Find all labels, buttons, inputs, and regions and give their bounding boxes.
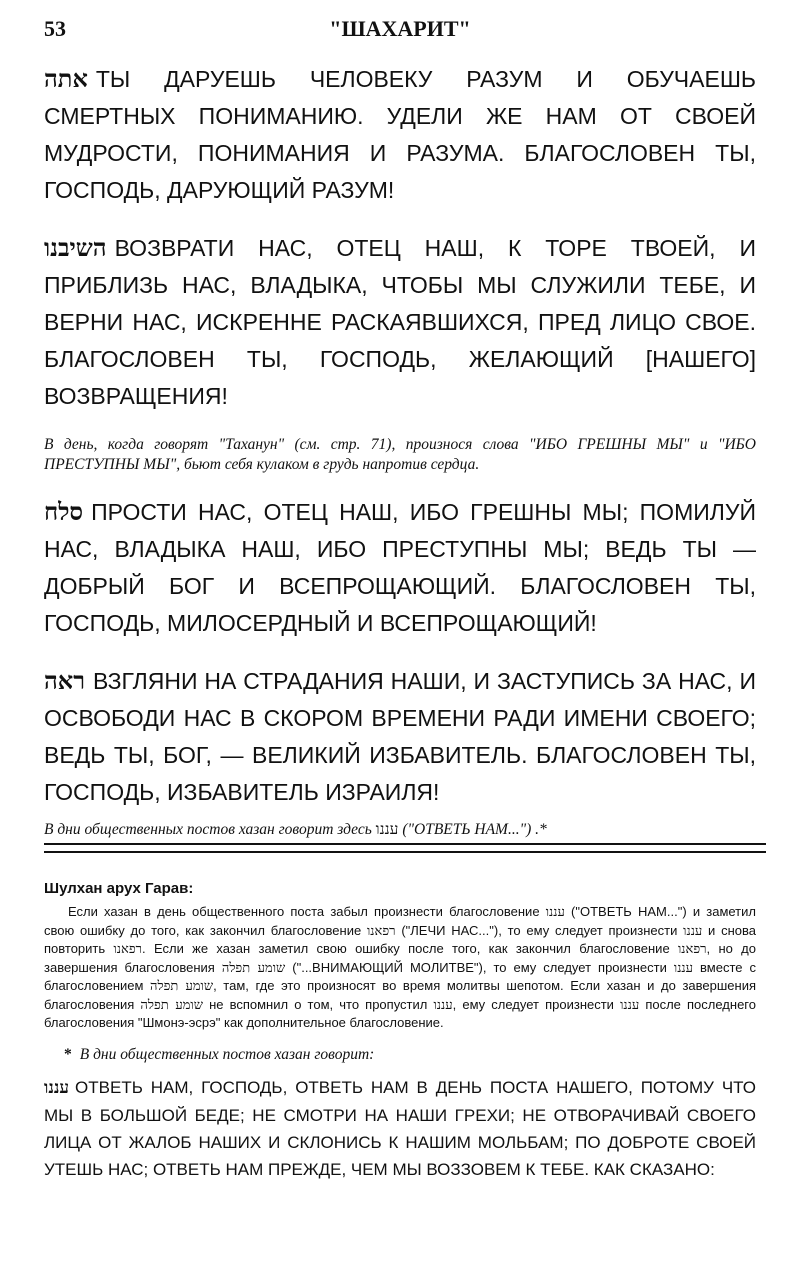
footnote-body: Если хазан в день общественного поста забыл произнести благословение עננו ("ОТВЕТЬ НАМ...") и заметил свою ошибку до того, как закончил благословение רפאנו ("ЛЕЧИ НАС..."), то ему следует произнести עננו и снова повторить רפאנו. Если же хазан заметил свою ошибку после того, как закончил благословение רפאנו, но до завершения благословения שומע תפלה ("...ВНИМАЮЩИЙ МОЛИТВЕ"), то ему следует произнести עננו вместе с благословением שומע תפלה, там, где это произносят во время молитвы шепотом. Если хазан и до завершения благословения שומע תפלה не вспомнил о том, что пропустил עננו, ему следует произнести עננו после последнего благословения "Шмонэ-эсрэ" как дополнительное благословение. [44,904,757,1030]
hebrew-incipit: ראה [44,666,86,695]
blessing-hashivenu [44,229,756,415]
footnote-title: Шулхан арух Гарав: [44,880,194,897]
tachanun-instruction: В день, когда говорят "Таханун" (см. стр. 71), произнося слова "ИБО ГРЕШНЫ МЫ" и "ИБО ПРЕСТУПНЫ МЫ", бьют себя кулаком в грудь напротив сердца. [44,436,756,473]
main-text [44,60,756,858]
footnote-section [44,880,756,1183]
page-header [44,14,756,54]
blessing-reeh [44,662,756,811]
page-number: 53 [44,16,66,41]
blessing-text: ТЫ ДАРУЕШЬ ЧЕЛОВЕКУ РАЗУМ И ОБУЧАЕШЬ СМЕРТНЫХ ПОНИМАНИЮ. УДЕЛИ ЖЕ НАМ ОТ СВОЕЙ МУДРОСТИ, ПОНИМАНИЯ И РАЗУМА. БЛАГОСЛОВЕН ТЫ, ГОСПОДЬ, ДАРУЮЩИЙ РАЗУМ! [44,66,756,203]
anenu-prayer [44,1074,756,1183]
blessing-atah [44,60,756,209]
blessing-selach [44,493,756,642]
footnote-divider-bottom [44,851,766,853]
running-title: "ШАХАРИТ" [329,16,471,41]
fast-day-instruction: В дни общественных постов хазан говорит здесь עננו ("ОТВЕТЬ НАМ...") .* [44,820,547,838]
footnote-divider-top [44,843,766,845]
asterisk: * [64,1045,72,1063]
hebrew-incipit: אתה [44,64,88,93]
hebrew-word: עננו [375,820,399,838]
blessing-text: ВОЗВРАТИ НАС, ОТЕЦ НАШ, К ТОРЕ ТВОЕЙ, И ПРИБЛИЗЬ НАС, ВЛАДЫКА, ЧТОБЫ МЫ СЛУЖИЛИ ТЕБЕ, И ВЕРНИ НАС, ИСКРЕННЕ РАСКАЯВШИХСЯ, ПРЕД ЛИЦО СВОЕ. БЛАГОСЛОВЕН ТЫ, ГОСПОДЬ, ЖЕЛАЮЩИЙ [НАШЕГО] ВОЗВРАЩЕНИЯ! [44,235,756,409]
blessing-text: ПРОСТИ НАС, ОТЕЦ НАШ, ИБО ГРЕШНЫ МЫ; ПОМИЛУЙ НАС, ВЛАДЫКА НАШ, ИБО ПРЕСТУПНЫ МЫ; ВЕДЬ ТЫ — ДОБРЫЙ БОГ И ВСЕПРОЩАЮЩИЙ. БЛАГОСЛОВЕН ТЫ, ГОСПОДЬ, МИЛОСЕРДНЫЙ И ВСЕПРОЩАЮЩИЙ! [44,499,756,636]
prayer-text: ОТВЕТЬ НАМ, ГОСПОДЬ, ОТВЕТЬ НАМ В ДЕНЬ ПОСТА НАШЕГО, ПОТОМУ ЧТО МЫ В БОЛЬШОЙ БЕДЕ; НЕ СМОТРИ НА НАШИ ГРЕХИ; НЕ ОТВОРАЧИВАЙ СВОЕГО ЛИЦА ОТ ЖАЛОБ НАШИХ И СКЛОНИСЬ К НАШИМ МОЛЬБАМ; ПО ДОБРОТЕ СВОЕЙ УТЕШЬ НАС; ОТВЕТЬ НАМ ПРЕЖДЕ, ЧЕМ МЫ ВОЗЗОВЕМ К ТЕБЕ. КАК СКАЗАНО: [44,1077,756,1179]
hebrew-incipit: סלח [44,497,84,526]
hebrew-incipit: עננו [44,1077,70,1098]
fast-day-star-note: * В дни общественных постов хазан говорит: [64,1045,375,1063]
hebrew-incipit: השיבנו [44,233,107,262]
blessing-text: ВЗГЛЯНИ НА СТРАДАНИЯ НАШИ, И ЗАСТУПИСЬ ЗА НАС, И ОСВОБОДИ НАС В СКОРОМ ВРЕМЕНИ РАДИ ИМЕНИ СВОЕГО; ВЕДЬ ТЫ, БОГ, — ВЕЛИКИЙ ИЗБАВИТЕЛЬ. БЛАГОСЛОВЕН ТЫ, ГОСПОДЬ, ИЗБАВИТЕЛЬ ИЗРАИЛЯ! [44,668,756,805]
